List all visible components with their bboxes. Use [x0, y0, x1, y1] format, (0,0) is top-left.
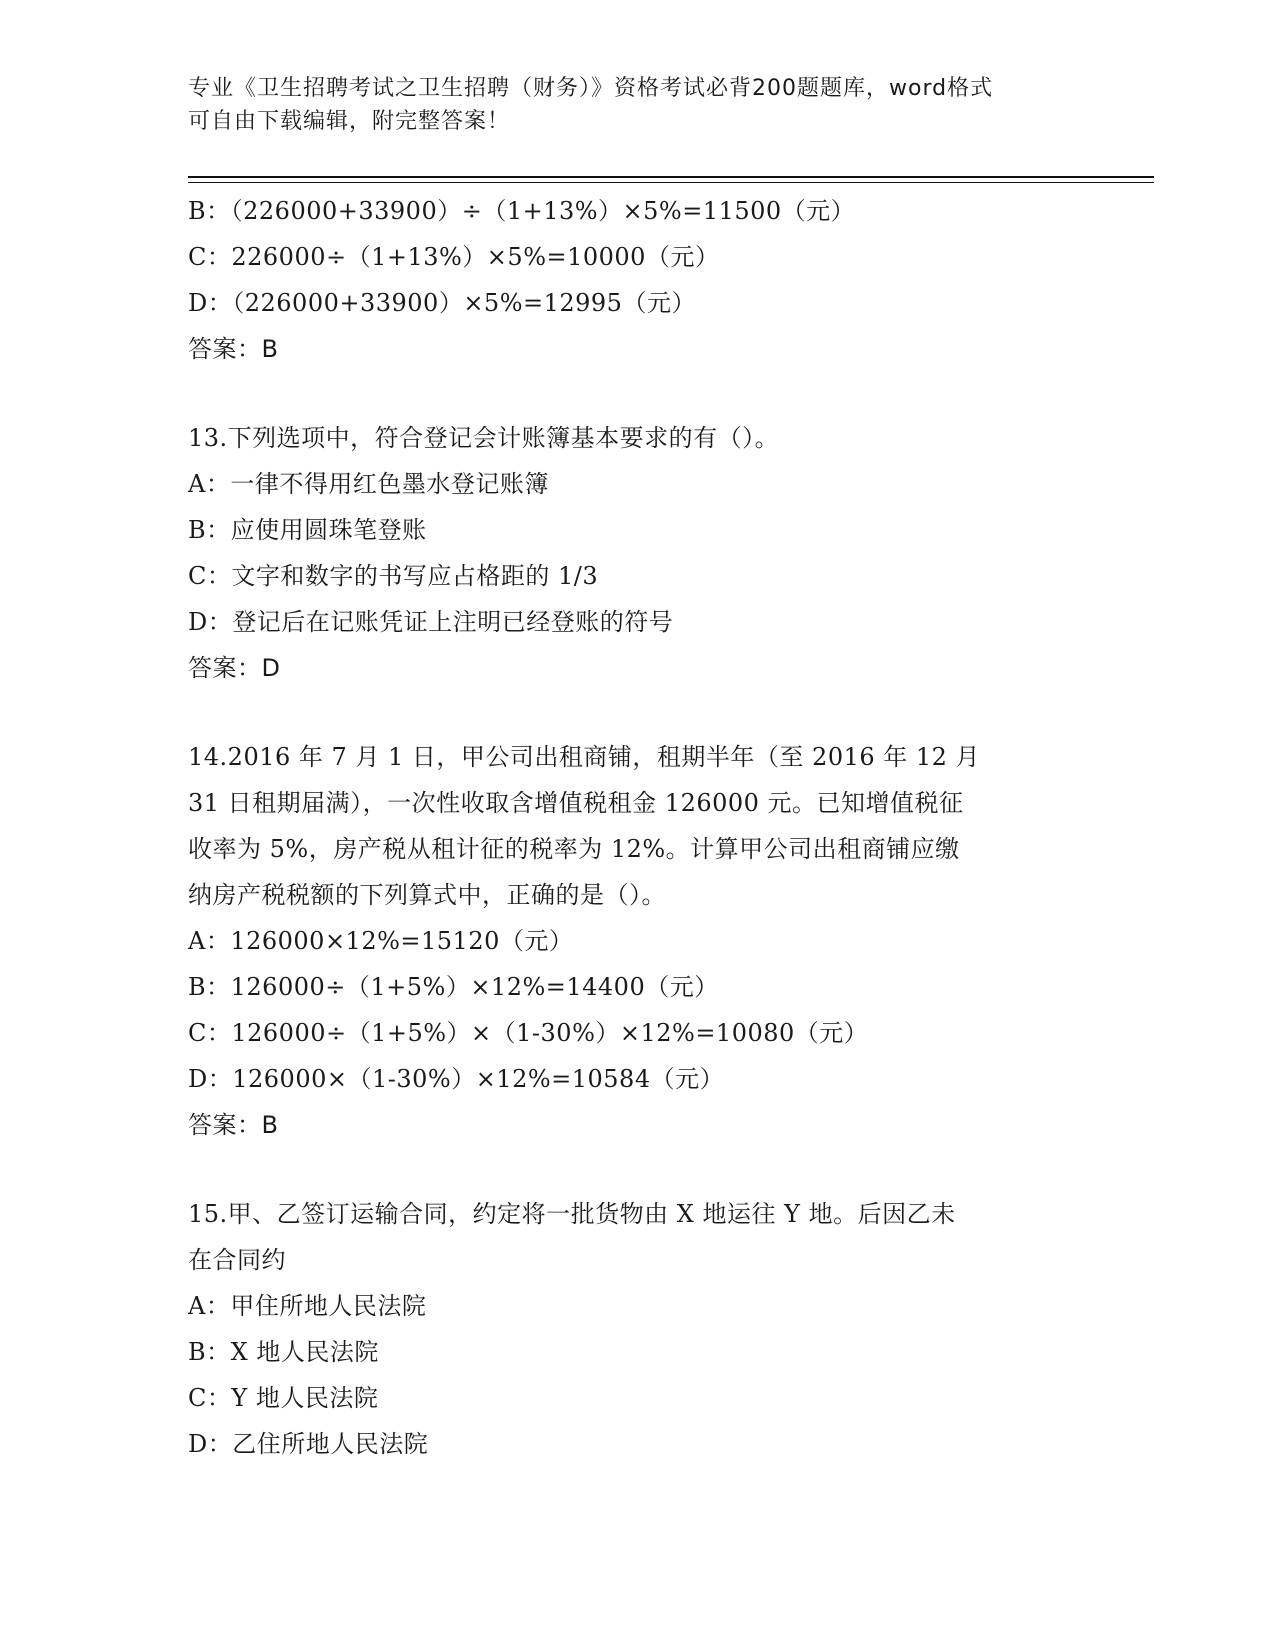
- q14-option-d: D：126000×（1-30%）×12%=10584（元）: [188, 1065, 725, 1093]
- header-title-line-1: 专业《卫生招聘考试之卫生招聘（财务）》资格考试必背200题题库，word格式: [188, 76, 994, 101]
- question-15: [188, 1191, 1088, 1467]
- q14-stem-line-3: 收率为 5%，房产税从租计征的税率为 12%。计算甲公司出租商铺应缴: [188, 835, 960, 863]
- q14-option-a: A：126000×12%=15120（元）: [188, 927, 574, 955]
- q12-option-d: D：（226000+33900）×5%=12995（元）: [188, 289, 696, 317]
- q13-option-c: C：文字和数字的书写应占格距的 1/3: [188, 562, 599, 590]
- q12-option-b: B：（226000+33900）÷（1+13%）×5%=11500（元）: [188, 197, 856, 225]
- spacer: [188, 1148, 1088, 1191]
- q12-option-c: C：226000÷（1+13%）×5%=10000（元）: [188, 243, 720, 271]
- q14-answer: 答案：B: [188, 1111, 279, 1139]
- spacer: [188, 372, 1088, 415]
- q14-stem-line-4: 纳房产税税额的下列算式中，正确的是（）。: [188, 881, 666, 909]
- question-14: [188, 734, 1088, 1148]
- q14-option-b: B：126000÷（1+5%）×12%=14400（元）: [188, 973, 719, 1001]
- q13-stem: 13.下列选项中，符合登记会计账簿基本要求的有（）。: [188, 424, 780, 452]
- q14-stem-line-2: 31 日租期届满），一次性收取含增值税租金 126000 元。已知增值税征: [188, 789, 964, 817]
- q15-option-c: C：Y 地人民法院: [188, 1384, 379, 1412]
- q15-stem-line-2: 在合同约: [188, 1246, 286, 1274]
- document-header: [188, 72, 1088, 138]
- q13-option-b: B：应使用圆珠笔登账: [188, 516, 427, 544]
- q15-option-b: B：X 地人民法院: [188, 1338, 379, 1366]
- question-13: [188, 415, 1088, 691]
- q15-option-d: D：乙住所地人民法院: [188, 1430, 429, 1458]
- q13-option-a: A：一律不得用红色墨水登记账簿: [188, 470, 549, 498]
- q13-option-d: D：登记后在记账凭证上注明已经登账的符号: [188, 608, 674, 636]
- q15-stem-line-1: 15.甲、乙签订运输合同，约定将一批货物由 X 地运往 Y 地。后因乙未: [188, 1200, 956, 1228]
- spacer: [188, 691, 1088, 734]
- q15-option-a: A：甲住所地人民法院: [188, 1292, 427, 1320]
- header-title-line-2: 可自由下载编辑，附完整答案！: [188, 109, 511, 134]
- header-divider-thick: [188, 176, 1154, 178]
- header-divider-thin: [188, 182, 1154, 183]
- question-12: [188, 188, 1088, 372]
- q14-stem-line-1: 14.2016 年 7 月 1 日，甲公司出租商铺，租期半年（至 2016 年 12 月: [188, 743, 981, 771]
- q12-answer: 答案：B: [188, 335, 279, 363]
- document-body: [188, 188, 1088, 1467]
- q14-option-c: C：126000÷（1+5%）×（1-30%）×12%=10080（元）: [188, 1019, 869, 1047]
- q13-answer: 答案：D: [188, 654, 281, 682]
